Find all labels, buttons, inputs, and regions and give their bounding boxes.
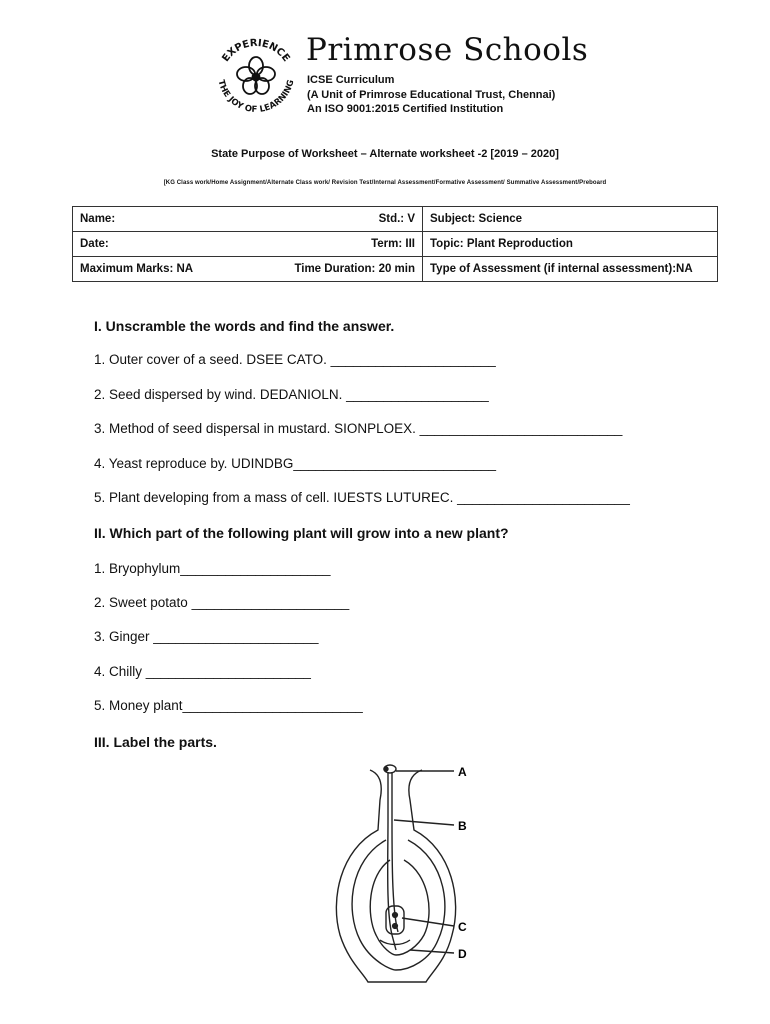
table-row <box>73 232 718 257</box>
label-c: C <box>458 920 467 934</box>
section-1-question: 5. Plant developing from a mass of cell. IUESTS LUTUREC. _______________________ <box>94 490 630 505</box>
school-header <box>210 30 630 125</box>
worksheet-subtitle: [KG Class work/Home Assignment/Alternate Class work/ Revision Test/Internal Assessment/Formative Assessment/ Summative Assessment/Preboard <box>163 180 607 186</box>
logo-arc-bottom-text: THE JOY OF LEARNING <box>215 78 297 116</box>
trust-line: (A Unit of Primrose Educational Trust, Chennai) <box>307 89 556 101</box>
assessment-type-cell: Type of Assessment (if internal assessment):NA <box>423 257 718 282</box>
marks-time-cell <box>73 257 423 282</box>
curriculum-line: ICSE Curriculum <box>307 74 395 86</box>
svg-text:EXPERIENCE <box>220 38 291 64</box>
section-3-heading: III. Label the parts. <box>94 734 217 750</box>
section-2-question: 1. Bryophylum____________________ <box>94 561 331 576</box>
school-name: Primrose Schools <box>306 32 589 68</box>
section-1-question: 4. Yeast reproduce by. UDINDBG___________________________ <box>94 456 497 471</box>
max-marks-label: Maximum Marks: NA <box>80 263 194 275</box>
section-1-question: 1. Outer cover of a seed. DSEE CATO. ______________________ <box>94 352 496 367</box>
label-b: B <box>458 819 467 833</box>
table-row <box>73 207 718 232</box>
school-logo-icon <box>210 30 302 122</box>
section-2-question: 2. Sweet potato _____________________ <box>94 595 350 610</box>
student-info-table <box>72 206 718 282</box>
section-2-question: 3. Ginger ______________________ <box>94 629 319 644</box>
section-1-heading: I. Unscramble the words and find the answer. <box>94 318 395 334</box>
worksheet-title: State Purpose of Worksheet – Alternate worksheet -2 [2019 – 2020] <box>211 148 559 160</box>
name-label: Name: <box>80 213 116 225</box>
logo-arc-top-text: EXPERIENCE <box>220 37 292 65</box>
section-2-question: 5. Money plant________________________ <box>94 698 363 713</box>
section-1-question: 2. Seed dispersed by wind. DEDANIOLN. ___________________ <box>94 387 489 402</box>
section-2-question: 4. Chilly ______________________ <box>94 664 311 679</box>
section-2-heading: II. Which part of the following plant will grow into a new plant? <box>94 525 509 541</box>
name-std-cell <box>73 207 423 232</box>
std-label: Std.: V <box>378 213 415 225</box>
term-label: Term: III <box>371 238 415 250</box>
subject-cell: Subject: Science <box>423 207 718 232</box>
date-label: Date: <box>80 238 109 250</box>
table-row <box>73 257 718 282</box>
topic-cell: Topic: Plant Reproduction <box>423 232 718 257</box>
label-a: A <box>458 765 467 779</box>
ovary-diagram <box>330 760 480 990</box>
section-1-question: 3. Method of seed dispersal in mustard. SIONPLOEX. ___________________________ <box>94 421 623 436</box>
date-term-cell <box>73 232 423 257</box>
label-d: D <box>458 947 467 961</box>
iso-line: An ISO 9001:2015 Certified Institution <box>307 103 504 115</box>
time-duration-label: Time Duration: 20 min <box>294 263 415 275</box>
